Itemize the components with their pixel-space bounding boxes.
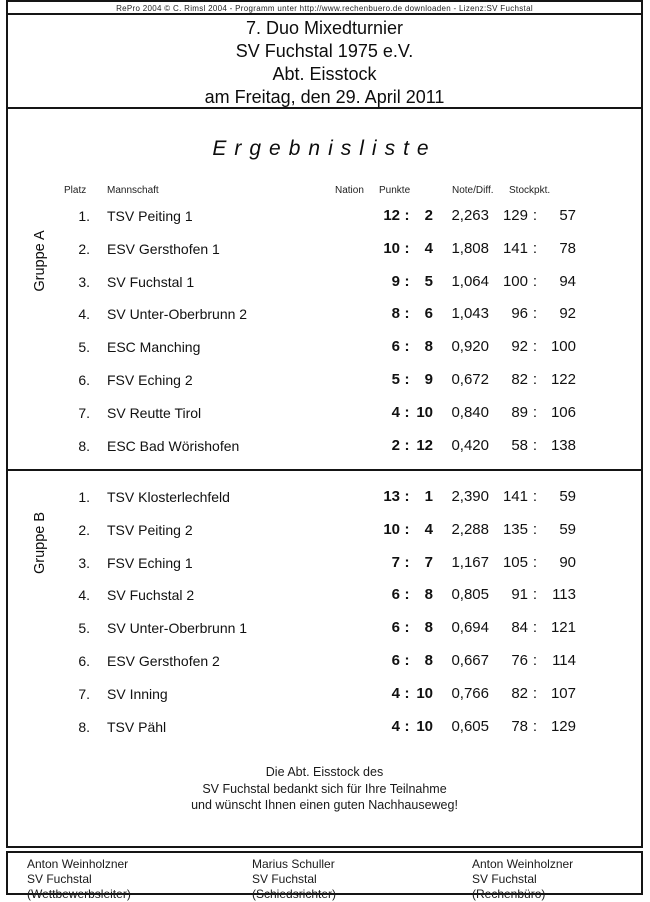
signature-name: Anton Weinholzner — [472, 857, 574, 871]
rank-cell: 1. — [78, 208, 90, 224]
note-diff-cell: 1,043 — [451, 305, 489, 323]
column-header-stockpkt: Stockpkt. — [509, 185, 551, 196]
note-diff-cell: 2,263 — [451, 207, 489, 224]
stock-points-colon: : — [532, 520, 538, 538]
points-colon: : — [404, 272, 410, 290]
points-won-cell: 6 — [391, 652, 400, 669]
points-lost-cell: 7 — [424, 553, 433, 571]
points-lost-cell: 10 — [416, 684, 433, 702]
table-row — [8, 487, 641, 507]
points-won-cell: 13 — [383, 488, 400, 505]
thanks-message — [8, 764, 641, 814]
stock-points-against-cell: 122 — [550, 371, 576, 388]
column-header-punkte: Punkte — [379, 185, 411, 196]
column-header-platz: Platz — [64, 185, 87, 196]
team-name-cell: TSV Peiting 2 — [107, 521, 193, 538]
signature-club: SV Fuchstal — [27, 872, 92, 886]
stock-points-colon: : — [532, 488, 538, 505]
stock-points-colon: : — [532, 684, 538, 702]
table-row — [8, 684, 641, 704]
stock-points-for-cell: 84 — [511, 619, 528, 637]
stock-points-colon: : — [532, 436, 538, 454]
points-colon: : — [404, 207, 410, 224]
rank-cell: 4. — [78, 306, 90, 323]
points-won-cell: 10 — [383, 520, 400, 538]
note-diff-cell: 2,390 — [451, 488, 489, 505]
team-name-cell: SV Reutte Tirol — [107, 404, 202, 421]
note-diff-cell: 0,667 — [451, 652, 489, 669]
team-name-cell: FSV Eching 1 — [107, 554, 193, 571]
points-won-cell: 4 — [391, 717, 400, 735]
table-row — [8, 239, 641, 259]
team-name-cell: SV Unter-Oberbrunn 1 — [107, 620, 248, 637]
note-diff-cell: 0,672 — [451, 371, 489, 388]
team-name-cell: ESC Bad Wörishofen — [107, 437, 240, 454]
rank-cell: 2. — [78, 240, 90, 257]
tournament-title: 7. Duo Mixedturnier — [245, 18, 404, 38]
points-colon: : — [404, 436, 410, 454]
stock-points-for-cell: 129 — [502, 207, 528, 224]
stock-points-colon: : — [532, 652, 538, 669]
stock-points-colon: : — [532, 207, 538, 224]
note-diff-cell: 1,064 — [451, 272, 489, 290]
stock-points-against-cell: 106 — [550, 403, 576, 421]
points-won-cell: 5 — [391, 371, 400, 388]
stock-points-for-cell: 92 — [511, 338, 528, 356]
stock-points-against-cell: 92 — [559, 305, 576, 323]
stock-points-for-cell: 91 — [511, 586, 528, 604]
results-section-group-b — [6, 469, 643, 848]
stock-points-colon: : — [532, 305, 538, 323]
team-name-cell: ESV Gersthofen 2 — [107, 653, 220, 669]
points-colon: : — [404, 619, 410, 637]
stock-points-for-cell: 141 — [502, 488, 528, 505]
stock-points-against-cell: 100 — [550, 338, 576, 356]
points-won-cell: 7 — [391, 553, 400, 571]
table-row — [8, 304, 641, 324]
points-won-cell: 6 — [391, 619, 400, 637]
stock-points-against-cell: 59 — [559, 488, 576, 505]
points-won-cell: 9 — [391, 272, 400, 290]
points-colon: : — [404, 305, 410, 323]
points-colon: : — [404, 403, 410, 421]
group-a-rows — [8, 109, 641, 469]
table-row — [8, 370, 641, 390]
stock-points-against-cell: 78 — [559, 239, 576, 257]
points-won-cell: 8 — [391, 305, 400, 323]
stock-points-colon: : — [532, 586, 538, 604]
stock-points-against-cell: 57 — [559, 207, 576, 224]
note-diff-cell: 0,805 — [451, 586, 489, 604]
stock-points-against-cell: 113 — [552, 586, 576, 604]
stock-points-against-cell: 138 — [550, 436, 576, 454]
stock-points-for-cell: 89 — [511, 403, 528, 421]
points-colon: : — [404, 488, 410, 505]
stock-points-for-cell: 58 — [511, 436, 528, 454]
note-diff-cell: 0,920 — [451, 338, 489, 356]
rank-cell: 4. — [78, 587, 90, 604]
points-lost-cell: 8 — [424, 586, 433, 604]
points-lost-cell: 4 — [424, 239, 433, 257]
points-colon: : — [404, 717, 410, 735]
column-header-nation: Nation — [335, 185, 364, 196]
stock-points-colon: : — [532, 338, 538, 356]
signature-name: Marius Schuller — [252, 857, 335, 871]
note-diff-cell: 2,288 — [451, 520, 489, 538]
rank-cell: 3. — [78, 273, 90, 290]
points-lost-cell: 4 — [424, 520, 433, 538]
department-name: Abt. Eisstock — [272, 64, 377, 84]
rank-cell: 3. — [78, 554, 90, 571]
points-won-cell: 6 — [391, 586, 400, 604]
group-a-label: Gruppe A — [32, 230, 48, 292]
table-row — [8, 436, 641, 456]
points-lost-cell: 6 — [424, 305, 433, 323]
points-colon: : — [404, 553, 410, 571]
signature-computing-office — [472, 857, 573, 902]
points-lost-cell: 9 — [424, 371, 433, 388]
stock-points-colon: : — [532, 619, 538, 637]
rank-cell: 6. — [78, 653, 90, 669]
note-diff-cell: 0,605 — [451, 717, 489, 735]
points-won-cell: 4 — [391, 403, 400, 421]
team-name-cell: FSV Eching 2 — [107, 372, 193, 388]
stock-points-against-cell: 129 — [550, 717, 576, 735]
club-name: SV Fuchstal 1975 e.V. — [235, 41, 414, 61]
table-row — [8, 206, 641, 226]
stock-points-for-cell: 135 — [502, 520, 528, 538]
points-won-cell: 4 — [391, 684, 400, 702]
note-diff-cell: 1,167 — [451, 553, 489, 571]
rank-cell: 7. — [78, 404, 90, 421]
points-won-cell: 2 — [391, 436, 400, 454]
stock-points-for-cell: 76 — [511, 652, 528, 669]
table-row — [8, 651, 641, 671]
stock-points-against-cell: 114 — [552, 652, 576, 669]
team-name-cell: SV Fuchstal 1 — [107, 273, 195, 290]
table-row — [8, 585, 641, 605]
signature-block — [6, 851, 643, 901]
rank-cell: 7. — [78, 685, 90, 702]
stock-points-for-cell: 82 — [511, 684, 528, 702]
points-lost-cell: 2 — [424, 207, 433, 224]
points-colon: : — [404, 652, 410, 669]
signature-competition-leader — [27, 857, 131, 902]
stock-points-against-cell: 90 — [559, 553, 576, 571]
team-name-cell: ESV Gersthofen 1 — [107, 240, 220, 257]
rank-cell: 6. — [78, 372, 90, 388]
points-lost-cell: 8 — [424, 619, 433, 637]
stock-points-against-cell: 94 — [559, 272, 576, 290]
table-row — [8, 272, 641, 292]
signature-name: Anton Weinholzner — [27, 857, 129, 871]
note-diff-cell: 0,840 — [451, 403, 489, 421]
rank-cell: 1. — [78, 489, 90, 505]
stock-points-colon: : — [532, 371, 538, 388]
note-diff-cell: 1,808 — [451, 239, 489, 257]
table-row — [8, 553, 641, 573]
stock-points-colon: : — [532, 553, 538, 571]
stock-points-colon: : — [532, 403, 538, 421]
team-name-cell: ESC Manching — [107, 339, 201, 356]
stock-points-colon: : — [532, 272, 538, 290]
points-colon: : — [404, 338, 410, 356]
stock-points-for-cell: 141 — [502, 239, 528, 257]
points-lost-cell: 5 — [424, 272, 433, 290]
points-won-cell: 6 — [391, 338, 400, 356]
stock-points-against-cell: 59 — [559, 520, 576, 538]
license-text: RePro 2004 © C. Rimsl 2004 - Programm unter http://www.rechenbuero.de downloaden - Lizenz:SV Fuchstal — [116, 4, 533, 13]
table-row — [8, 337, 641, 357]
team-name-cell: SV Inning — [107, 685, 168, 702]
points-lost-cell: 10 — [416, 717, 433, 735]
stock-points-for-cell: 78 — [511, 717, 528, 735]
stock-points-colon: : — [532, 717, 538, 735]
event-date: am Freitag, den 29. April 2011 — [204, 87, 445, 107]
team-name-cell: TSV Peiting 1 — [107, 208, 193, 224]
points-lost-cell: 1 — [424, 488, 433, 505]
thanks-line-2: SV Fuchstal bedankt sich für Ihre Teilnahme — [202, 781, 447, 796]
points-lost-cell: 8 — [424, 652, 433, 669]
title-block — [6, 13, 643, 109]
points-lost-cell: 10 — [416, 403, 433, 421]
rank-cell: 5. — [78, 620, 90, 637]
stock-points-for-cell: 105 — [502, 553, 528, 571]
table-row — [8, 520, 641, 540]
rank-cell: 8. — [78, 437, 90, 454]
team-name-cell: TSV Pähl — [107, 718, 167, 735]
stock-points-against-cell: 107 — [550, 684, 576, 702]
column-header-mannschaft: Mannschaft — [107, 185, 159, 196]
points-colon: : — [404, 371, 410, 388]
points-lost-cell: 12 — [416, 436, 433, 454]
stock-points-for-cell: 96 — [511, 305, 528, 323]
points-colon: : — [404, 586, 410, 604]
team-name-cell: SV Unter-Oberbrunn 2 — [107, 306, 248, 323]
signature-role: (Wettbewerbsleiter) — [27, 887, 131, 901]
table-row — [8, 403, 641, 423]
stock-points-colon: : — [532, 239, 538, 257]
team-name-cell: SV Fuchstal 2 — [107, 587, 195, 604]
thanks-line-1: Die Abt. Eisstock des — [265, 765, 384, 779]
stock-points-for-cell: 82 — [511, 371, 528, 388]
table-row — [8, 717, 641, 737]
rank-cell: 2. — [78, 521, 90, 538]
note-diff-cell: 0,420 — [451, 436, 489, 454]
points-lost-cell: 8 — [424, 338, 433, 356]
thanks-line-3: und wünscht Ihnen einen guten Nachhauseweg! — [191, 798, 458, 812]
page-title: Ergebnisliste — [212, 137, 437, 160]
signature-club: SV Fuchstal — [252, 872, 317, 886]
points-colon: : — [404, 239, 410, 257]
signature-role: (Rechenbüro) — [472, 887, 546, 901]
stock-points-against-cell: 121 — [550, 619, 576, 637]
table-row — [8, 618, 641, 638]
points-won-cell: 12 — [383, 207, 400, 224]
signature-club: SV Fuchstal — [472, 872, 537, 886]
points-colon: : — [404, 520, 410, 538]
results-section-group-a — [6, 107, 643, 471]
column-header-note-diff: Note/Diff. — [452, 185, 494, 196]
stock-points-for-cell: 100 — [502, 272, 528, 290]
note-diff-cell: 0,766 — [451, 684, 489, 702]
rank-cell: 8. — [78, 718, 90, 735]
note-diff-cell: 0,694 — [451, 619, 489, 637]
signature-role: (Schiedsrichter) — [252, 887, 337, 901]
rank-cell: 5. — [78, 339, 90, 356]
points-won-cell: 10 — [383, 239, 400, 257]
group-b-label: Gruppe B — [32, 511, 48, 575]
signature-referee — [252, 857, 336, 902]
team-name-cell: TSV Klosterlechfeld — [107, 489, 230, 505]
points-colon: : — [404, 684, 410, 702]
